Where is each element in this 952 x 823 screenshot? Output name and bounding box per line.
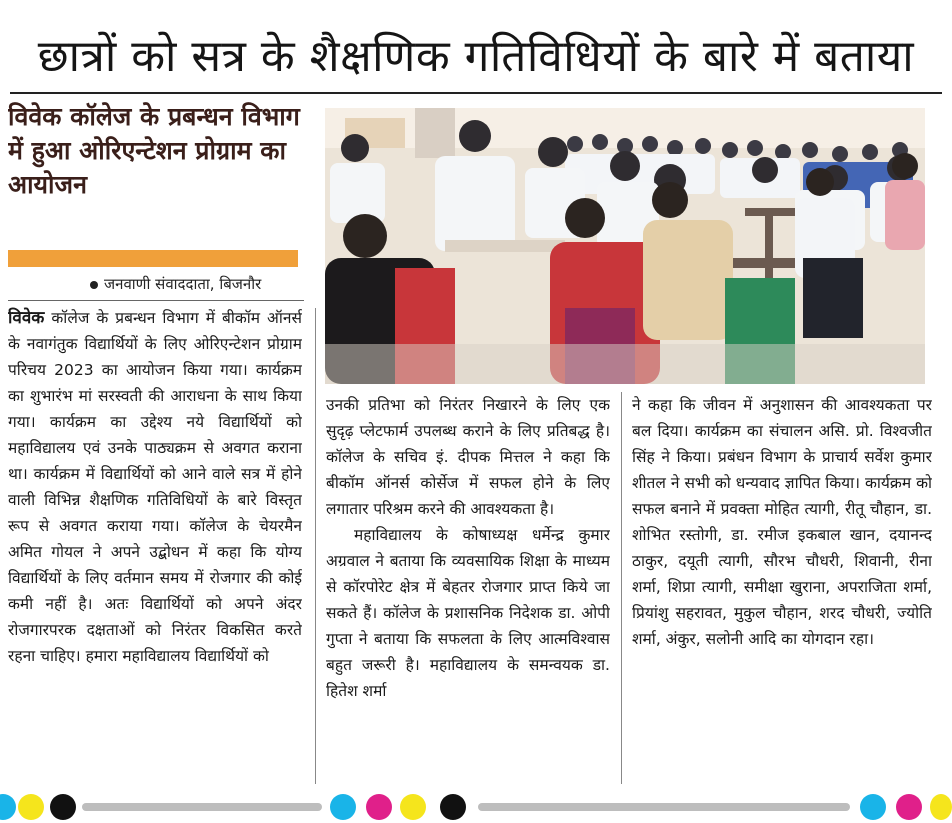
cyan-registration-dot — [0, 794, 16, 820]
article-lead-word: विवेक — [8, 308, 45, 328]
article-paragraph-3: ने कहा कि जीवन में अनुशासन की आवश्यकता पर बल दिया। कार्यक्रम का संचालन असि. प्रो. विश्वजीत सिंह ने किया। प्रबंधन विभाग के प्राचार्य सर्वेश कुमार शीतल ने सभी को धन्यवाद ज्ञापित किया। कार्यक्रम को सफल बनाने में प्रवक्ता मोहित त्यागी, रीतू चौहान, डा. शोभित रस्तोगी, डा. रमीज इकबाल खान, दयानन्द ठाकुर, दयूती त्यागी, सौरभ चौधरी, शिवानी, रीना शर्मा, शिप्रा त्यागी, समीक्षा खुराना, अपराजिता शर्मा, प्रियांशु सहरावत, मुकुल चौहान, शरद चौधरी, ज्योति शर्मा, अंकुर, सलोनी आदि का योगदान रहा। — [632, 396, 932, 648]
article-column-2 — [326, 392, 610, 784]
event-photo — [325, 108, 925, 384]
magenta-registration-dot — [896, 794, 922, 820]
black-registration-dot — [50, 794, 76, 820]
yellow-registration-dot — [930, 794, 952, 820]
subheadline: विवेक कॉलेज के प्रबन्धन विभाग में हुआ ओरिएन्टेशन प्रोग्राम का आयोजन — [8, 102, 300, 199]
article-paragraph-2a: उनकी प्रतिभा को निरंतर निखारने के लिए एक सुदृढ़ प्लेटफार्म उपलब्ध कराने के लिए प्रतिबद्ध है। कॉलेज के सचिव इं. दीपक मित्तल ने कहा कि बीकॉम ऑनर्स कोर्सेज में सफल होने के लिए लगातार परिश्रम करने की आवश्यकता है। — [326, 396, 610, 518]
headline-rule — [10, 92, 942, 94]
column-rule-left — [315, 308, 316, 784]
black-registration-dot — [440, 794, 466, 820]
grey-registration-bar — [82, 803, 322, 811]
print-registration-strip — [0, 792, 952, 820]
yellow-registration-dot — [18, 794, 44, 820]
headline: छात्रों को सत्र के शैक्षणिक गतिविधियों के बारे में बताया — [37, 31, 915, 82]
column-rule-right — [621, 392, 622, 784]
byline-rule — [8, 300, 304, 301]
magenta-registration-dot — [366, 794, 392, 820]
grey-registration-bar — [478, 803, 850, 811]
article-column-3 — [632, 392, 932, 784]
article-text-1: कॉलेज के प्रबन्धन विभाग में बीकॉम ऑनर्स के नवागंतुक विद्यार्थियों के लिए ओरिएन्टेशन प्रोग्राम परिचय 2023 का आयोजन किया गया। कार्यक्रम का शुभारंभ मां सरस्वती की आराधना के साथ किया गया। कार्यक्रम का उद्देश्य नये विद्यार्थियों को महाविद्यालय एवं उनके पाठ्यक्रम से अवगत कराना था। कार्यक्रम में विद्यार्थियों को आने वाले सत्र में होने वाली विभिन्न शैक्षणिक गतिविधियों के बारे विस्तृत रूप से अवगत कराया गया। कॉलेज के चेयरमैन अमित गोयल ने अपने उद्बोधन में कहा कि योग्य विद्यार्थियों के लिए वर्तमान समय में रोजगार की कोई कमी नहीं है। अतः विद्यार्थियों को अपने अंदर रोजगारपरक दक्षताओं को निरंतर विकसित करते रहना चाहिए। हमारा महाविद्यालय विद्यार्थियों को — [8, 309, 302, 665]
cyan-registration-dot — [330, 794, 356, 820]
cyan-registration-dot — [860, 794, 886, 820]
byline — [90, 273, 310, 295]
yellow-registration-dot — [400, 794, 426, 820]
article-column-1 — [8, 305, 302, 783]
bullet-icon — [90, 281, 98, 289]
byline-text: जनवाणी संवाददाता, बिजनौर — [104, 275, 262, 293]
accent-bar — [8, 250, 298, 267]
event-photo-illustration — [325, 108, 925, 384]
article-paragraph-2b: महाविद्यालय के कोषाध्यक्ष धर्मेन्द्र कुमार अग्रवाल ने बताया कि व्यवसायिक शिक्षा के माध्यम से कॉरपोरेट क्षेत्र में बेहतर रोजगार प्राप्त किये जा सकते हैं। कॉलेज के प्रशासनिक निदेशक डा. ओपी गुप्ता ने बताया कि सफलता के लिए आत्मविश्वास बहुत जरूरी है। महाविद्यालय के समन्वयक डा. हितेश शर्मा — [326, 526, 610, 700]
